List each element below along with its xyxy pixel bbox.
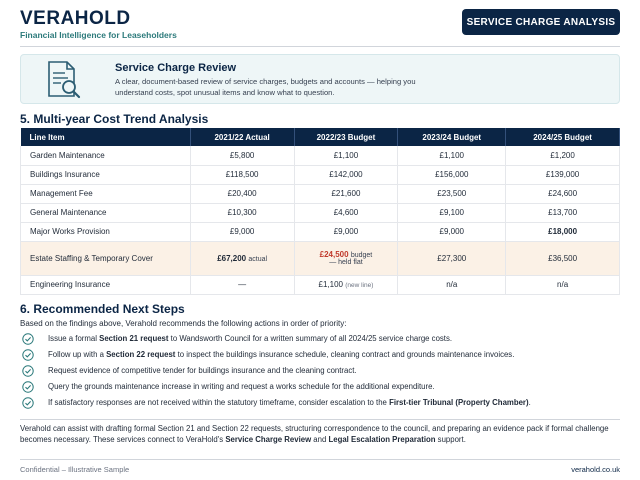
value-cell bbox=[190, 241, 294, 275]
line-item: Engineering Insurance bbox=[21, 275, 191, 294]
value-cell: n/a bbox=[506, 275, 620, 294]
value-cell: £9,000 bbox=[190, 222, 294, 241]
column-header: 2022/23 Budget bbox=[294, 128, 398, 146]
steps-heading: 6. Recommended Next Steps bbox=[20, 302, 185, 316]
closing-text: support. bbox=[435, 435, 466, 444]
step-text: Request evidence of competitive tender for buildings insurance and the cleaning contract. bbox=[48, 366, 357, 375]
check-circle-icon bbox=[22, 365, 34, 377]
column-header: 2024/25 Budget bbox=[506, 128, 620, 146]
value-cell: £20,400 bbox=[190, 184, 294, 203]
page-header bbox=[20, 8, 620, 42]
value-cell: £23,500 bbox=[398, 184, 506, 203]
value-cell: £9,000 bbox=[398, 222, 506, 241]
line-item: Garden Maintenance bbox=[21, 146, 191, 165]
step-text: to inspect the buildings insurance schedule, cleaning contract and grounds maintenance invoices. bbox=[175, 350, 515, 359]
steps-list bbox=[20, 331, 620, 411]
estate-actual-value: £67,200 bbox=[217, 253, 247, 263]
step-text: Issue a formal bbox=[48, 334, 100, 343]
value-cell: £24,600 bbox=[506, 184, 620, 203]
value-cell: £10,300 bbox=[190, 203, 294, 222]
line-item: Buildings Insurance bbox=[21, 165, 191, 184]
step-text: If satisfactory responses are not received within the statutory timeframe, consider escalation to the bbox=[48, 398, 390, 407]
review-card bbox=[20, 54, 620, 104]
value-cell: £36,500 bbox=[506, 241, 620, 275]
new-line-note: (new line) bbox=[345, 282, 374, 289]
line-item: General Maintenance bbox=[21, 203, 191, 222]
section-badge: SERVICE CHARGE ANALYSIS bbox=[462, 9, 620, 35]
value-cell: £139,000 bbox=[506, 165, 620, 184]
value-cell: £118,500 bbox=[190, 165, 294, 184]
closing-emphasis: Service Charge Review bbox=[225, 435, 312, 444]
column-header: Line Item bbox=[21, 128, 191, 146]
table-row bbox=[21, 203, 620, 222]
footer-divider bbox=[20, 459, 620, 460]
step-emphasis: Section 22 request bbox=[106, 350, 176, 359]
step-text: Query the grounds maintenance increase in writing and request a works schedule for the additional expenditure. bbox=[48, 382, 435, 391]
brand-logo: VERAHOLD bbox=[20, 8, 131, 29]
table-row bbox=[21, 146, 620, 165]
steps-intro: Based on the findings above, Verahold recommends the following actions in order of priority: bbox=[20, 319, 347, 328]
cost-trend-table bbox=[20, 128, 620, 295]
estate-held-flat-note: — held flat bbox=[329, 259, 363, 266]
estate-budget-note: budget bbox=[350, 252, 373, 259]
closing-paragraph bbox=[20, 423, 620, 445]
document-search-icon bbox=[41, 59, 85, 101]
table-row bbox=[21, 184, 620, 203]
review-description: A clear, document-based review of service charges, budgets and accounts — helping you understand costs, spot unusual items and know what to question. bbox=[115, 77, 416, 97]
estate-actual-note: actual bbox=[248, 255, 268, 263]
value-cell: £142,000 bbox=[294, 165, 398, 184]
list-item bbox=[20, 331, 620, 347]
table-row bbox=[21, 165, 620, 184]
value-cell: £21,600 bbox=[294, 184, 398, 203]
step-text: Follow up with a bbox=[48, 350, 107, 359]
value-cell: £4,600 bbox=[294, 203, 398, 222]
engineering-value: £1,100 bbox=[318, 280, 343, 289]
column-header: 2023/24 Budget bbox=[398, 128, 506, 146]
line-item: Estate Staffing & Temporary Cover bbox=[21, 241, 191, 275]
value-cell: £5,800 bbox=[190, 146, 294, 165]
step-text: to Wandsworth Council for a written summary of all 2024/25 service charge costs. bbox=[168, 334, 453, 343]
value-cell: £27,300 bbox=[398, 241, 506, 275]
value-cell: £13,700 bbox=[506, 203, 620, 222]
value-cell: £1,100 bbox=[398, 146, 506, 165]
value-cell: £1,100 bbox=[294, 146, 398, 165]
table-row bbox=[21, 222, 620, 241]
closing-text: and bbox=[311, 435, 329, 444]
value-cell bbox=[294, 275, 398, 294]
value-cell bbox=[294, 241, 398, 275]
step-emphasis: Section 21 request bbox=[99, 334, 169, 343]
value-cell: £9,100 bbox=[398, 203, 506, 222]
table-header-row bbox=[21, 128, 620, 146]
brand-tagline: Financial Intelligence for Leaseholders bbox=[20, 30, 177, 40]
list-item bbox=[20, 363, 620, 379]
step-emphasis: First-tier Tribunal (Property Chamber) bbox=[389, 398, 529, 407]
footer-confidential: Confidential – Illustrative Sample bbox=[20, 465, 130, 474]
header-divider bbox=[20, 46, 620, 47]
step-text: . bbox=[528, 398, 531, 407]
list-item bbox=[20, 347, 620, 363]
value-cell: n/a bbox=[398, 275, 506, 294]
check-circle-icon bbox=[22, 381, 34, 393]
check-circle-icon bbox=[22, 333, 34, 345]
value-cell: £156,000 bbox=[398, 165, 506, 184]
estate-budget-value: £24,500 bbox=[319, 250, 349, 259]
value-cell: — bbox=[190, 275, 294, 294]
line-item: Major Works Provision bbox=[21, 222, 191, 241]
value-cell: £9,000 bbox=[294, 222, 398, 241]
list-item bbox=[20, 379, 620, 395]
review-title: Service Charge Review bbox=[115, 62, 237, 74]
value-cell-highlight: £18,000 bbox=[506, 222, 620, 241]
column-header: 2021/22 Actual bbox=[190, 128, 294, 146]
value-cell: £1,200 bbox=[506, 146, 620, 165]
line-item: Management Fee bbox=[21, 184, 191, 203]
closing-divider bbox=[20, 419, 620, 420]
list-item bbox=[20, 395, 620, 411]
footer-website-link[interactable]: verahold.co.uk bbox=[571, 465, 620, 474]
trend-heading: 5. Multi-year Cost Trend Analysis bbox=[20, 112, 209, 126]
closing-text: Verahold can assist with drafting formal Section 21 and Section 22 requests, structuring correspondence to the council, and preparing an evidence pack if formal challenge becomes necessary. These services connect to VeraHold's bbox=[20, 424, 609, 444]
table-row bbox=[21, 275, 620, 294]
table-row-highlighted bbox=[21, 241, 620, 275]
closing-emphasis: Legal Escalation Preparation bbox=[328, 435, 436, 444]
check-circle-icon bbox=[22, 397, 34, 409]
check-circle-icon bbox=[22, 349, 34, 361]
